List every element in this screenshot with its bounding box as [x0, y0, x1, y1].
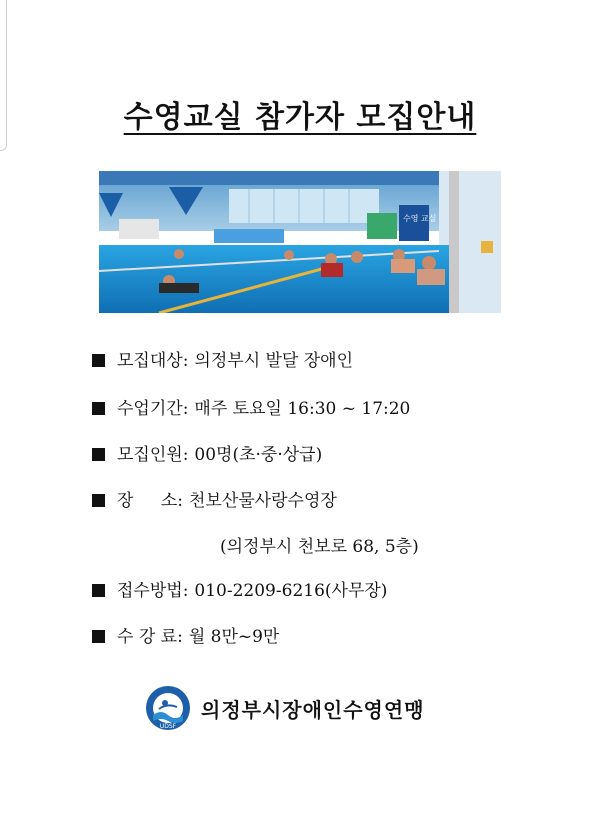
logo-text: UDSF	[159, 723, 177, 730]
list-item: 수업기간: 매주 토요일 16:30 ~ 17:20	[92, 394, 410, 419]
square-bullet-icon	[92, 494, 105, 507]
list-item: 접수방법: 010-2209-6216(사무장)	[92, 576, 387, 601]
address-line: (의정부시 천보로 68, 5층)	[220, 537, 419, 557]
page-title: 수영교실 참가자 모집안내	[123, 100, 477, 135]
federation-logo-icon	[145, 685, 191, 731]
square-bullet-icon	[92, 448, 105, 461]
banner-text: 수영 교실	[403, 214, 437, 223]
square-bullet-icon	[92, 354, 105, 367]
list-item: 모집인원: 00명(초·중·상급)	[92, 440, 322, 465]
list-item: 수 강 료: 월 8만~9만	[92, 622, 279, 647]
square-bullet-icon	[92, 402, 105, 415]
organization-name: 의정부시장애인수영연맹	[201, 697, 425, 722]
organization-footer	[145, 683, 425, 733]
square-bullet-icon	[92, 584, 105, 597]
pool-photo	[99, 171, 501, 313]
list-item: 장 소: 천보산물사랑수영장	[92, 486, 337, 511]
square-bullet-icon	[92, 630, 105, 643]
list-item: 모집대상: 의정부시 발달 장애인	[92, 346, 353, 371]
